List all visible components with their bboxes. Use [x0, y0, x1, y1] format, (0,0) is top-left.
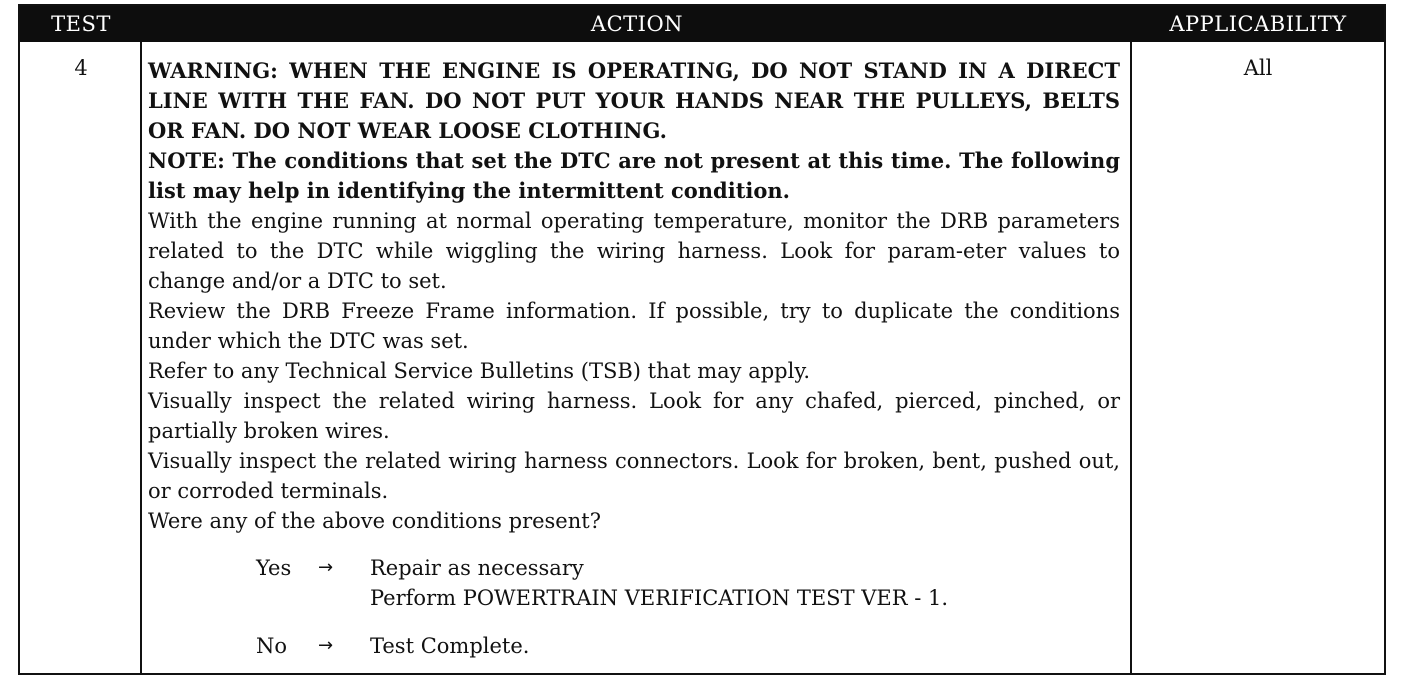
- yes-result: [370, 553, 948, 613]
- arrow-right-icon: →: [318, 635, 334, 656]
- yes-result-line: Perform POWERTRAIN VERIFICATION TEST VER - 1.: [370, 586, 949, 610]
- header-action: ACTION: [590, 12, 684, 36]
- warning-text: WARNING: WHEN THE ENGINE IS OPERATING, DO NOT STAND IN A DIRECT LINE WITH THE FAN. DO NOT PUT YOUR HANDS NEAR THE PULLEYS, BELTS OR FAN. DO NOT WEAR LOOSE CLOTHING.: [148, 58, 1120, 143]
- note-text: NOTE: The conditions that set the DTC are not present at this time. The following list may help in identifying the intermittent condition.: [148, 148, 1120, 203]
- diagnostic-table: [18, 4, 1386, 675]
- question-text: Were any of the above conditions present?: [148, 509, 601, 533]
- no-result: [370, 631, 529, 661]
- action-cell: [148, 56, 1120, 661]
- applicability-value: All: [1243, 56, 1273, 80]
- step-item: Visually inspect the related wiring harness connectors. Look for broken, bent, pushed out, or corroded terminals.: [148, 449, 1120, 503]
- step-item: Refer to any Technical Service Bulletins (TSB) that may apply.: [148, 359, 811, 383]
- no-result-line: Test Complete.: [370, 634, 530, 658]
- yes-result-line: Repair as necessary: [370, 556, 584, 580]
- yes-label: Yes: [256, 556, 292, 580]
- answer-yes: [256, 553, 1120, 613]
- step-item: With the engine running at normal operating temperature, monitor the DRB parameters related to the DTC while wiggling the wiring harness. Look for param-eter values to change and/or a DTC to set.: [148, 209, 1120, 293]
- test-number: 4: [74, 56, 88, 80]
- step-item: Review the DRB Freeze Frame information. If possible, try to duplicate the conditions under which the DTC was set.: [148, 299, 1120, 353]
- no-label: No: [256, 634, 288, 658]
- column-divider-test: [140, 42, 142, 673]
- arrow-right-icon: →: [318, 557, 334, 578]
- table-header: [20, 6, 1384, 42]
- header-applicability: APPLICABILITY: [1169, 12, 1347, 36]
- answer-no: [256, 631, 1120, 661]
- header-test: TEST: [51, 12, 111, 36]
- answer-branches: [256, 553, 1120, 661]
- step-item: Visually inspect the related wiring harness. Look for any chafed, pierced, pinched, or partially broken wires.: [148, 389, 1120, 443]
- column-divider-action: [1130, 42, 1132, 673]
